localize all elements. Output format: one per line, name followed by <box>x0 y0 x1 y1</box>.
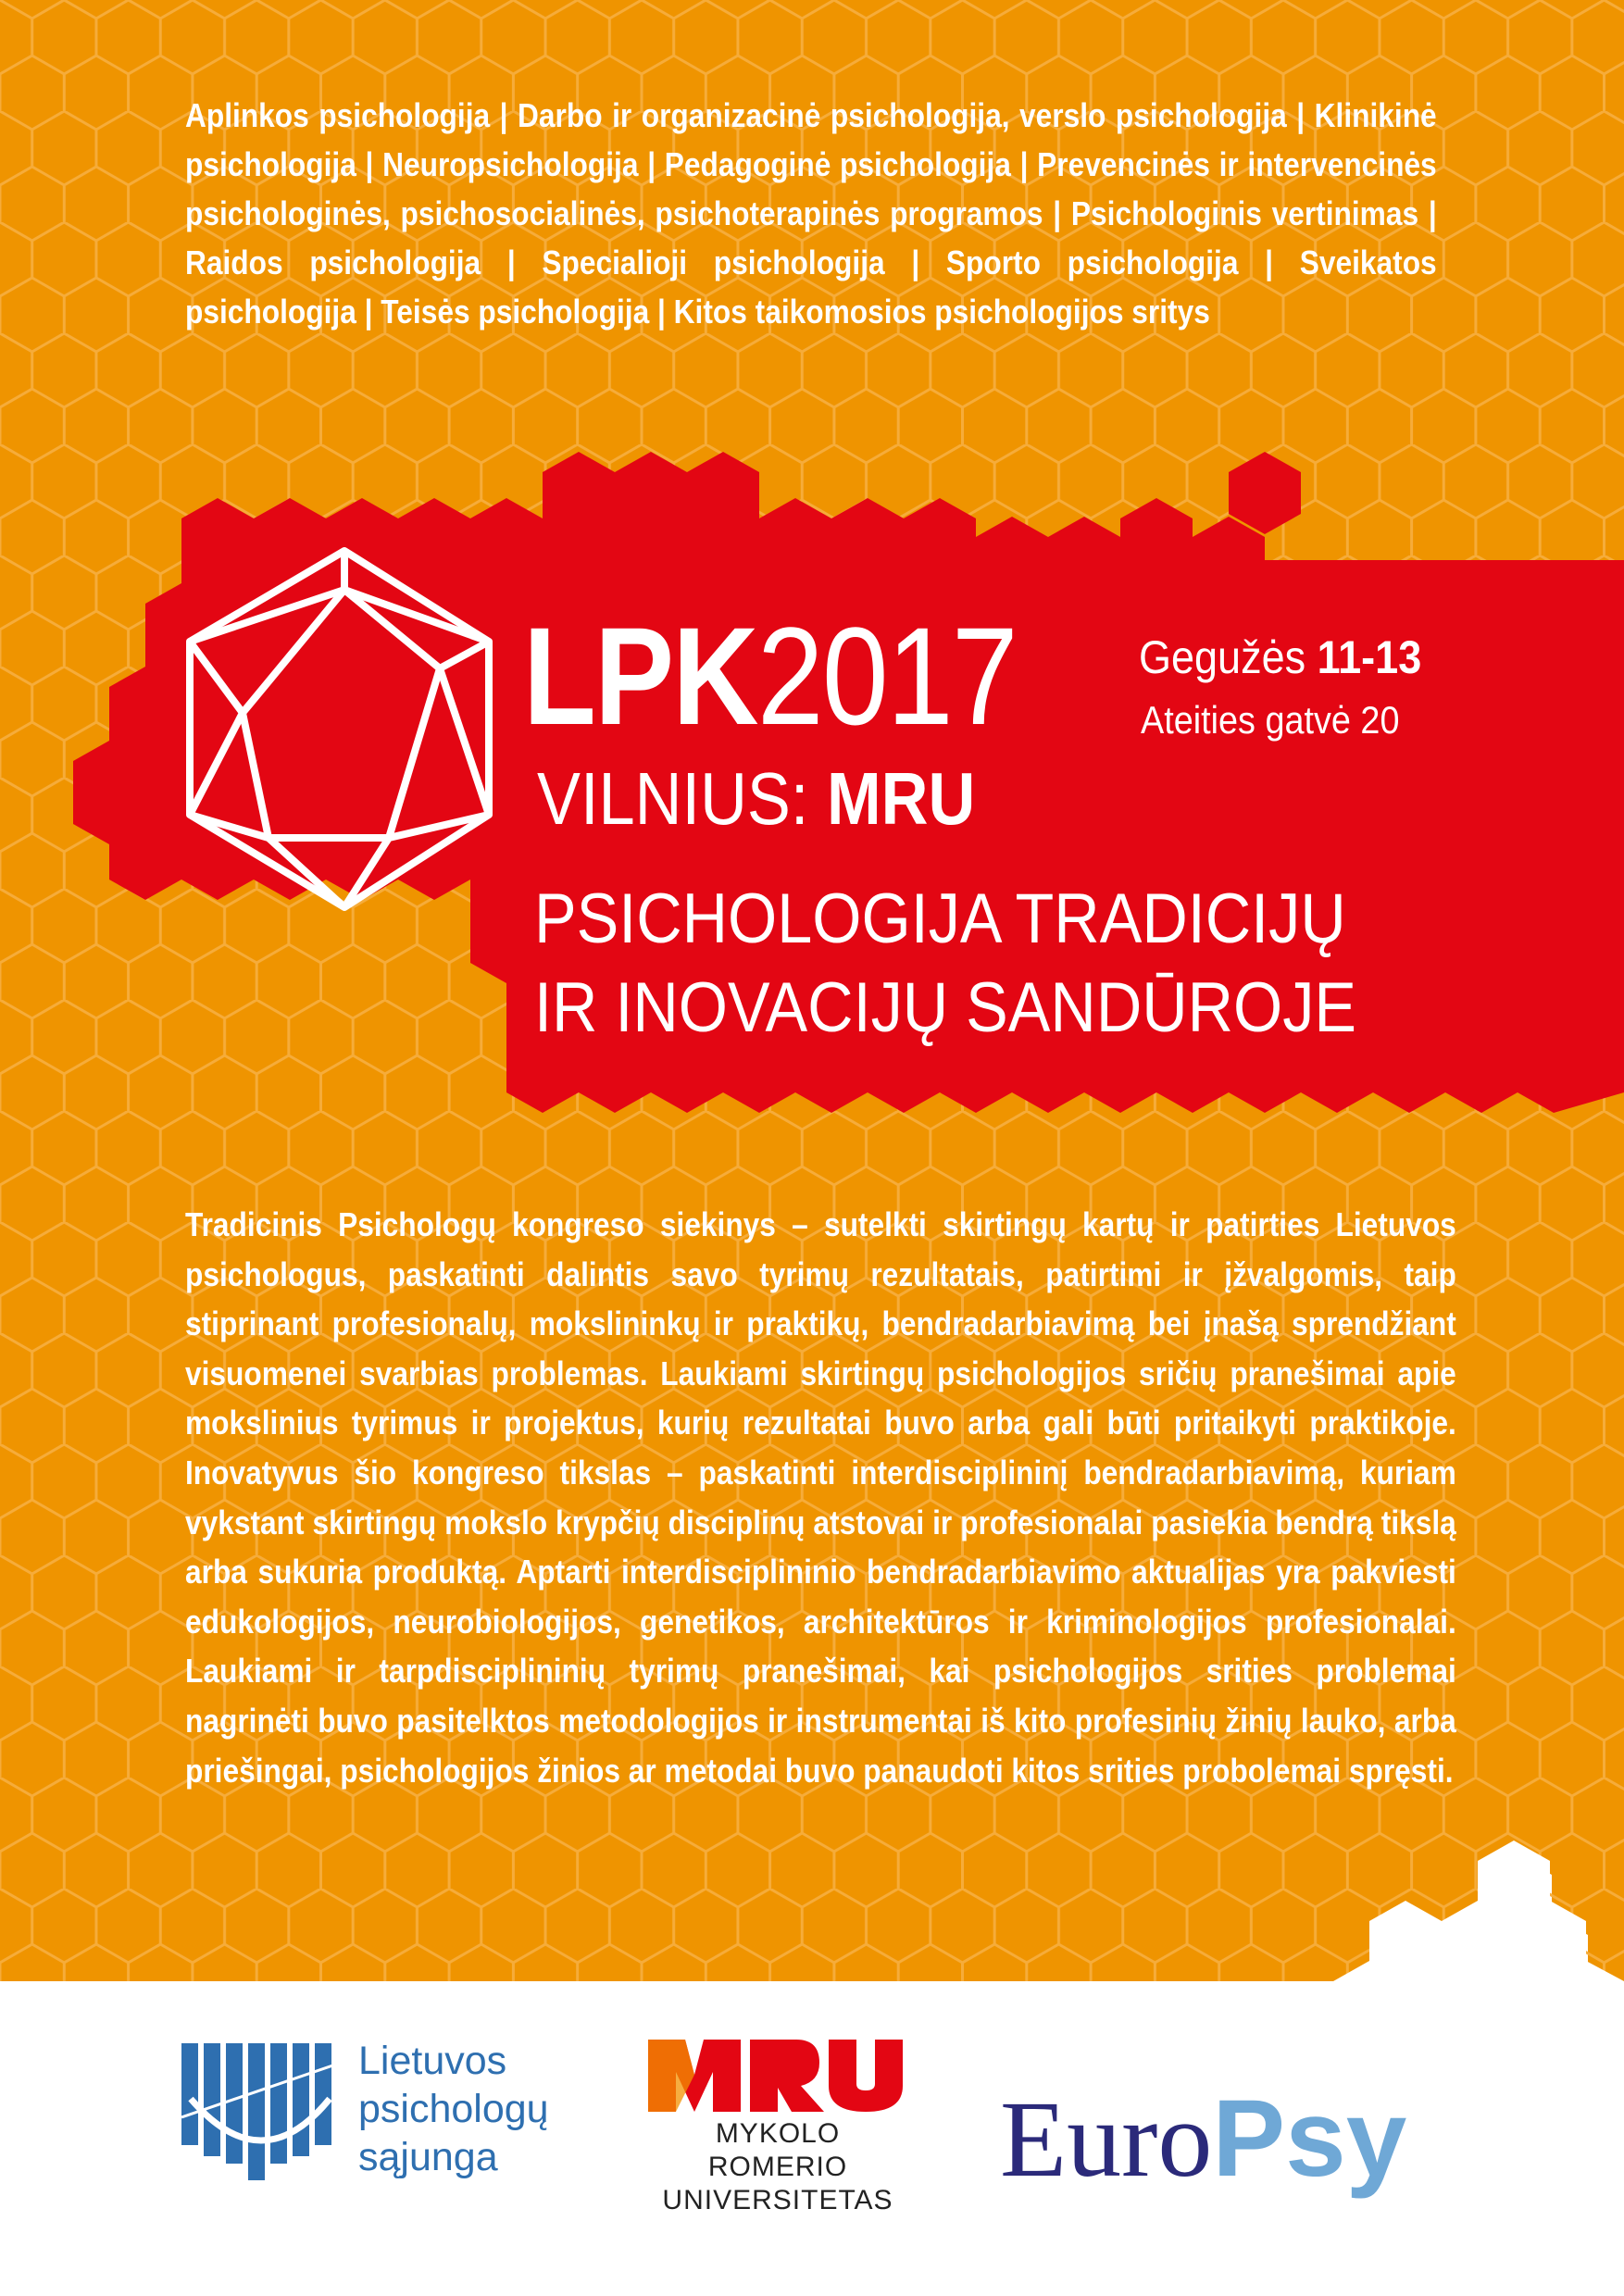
mru-name <box>648 2117 907 2217</box>
europsy-logo <box>1000 2078 1407 2200</box>
mru-letters-icon <box>648 2040 907 2112</box>
congress-title <box>523 598 1017 754</box>
topics-text: Aplinkos psichologija | Darbo ir organizacinė psichologija, verslo psichologija | Klinikinė psichologija | Neuropsichologija | Pedagoginė psichologija | Prevencinės ir intervencinės psichologinės, psichosocialinės, psichoterapinės programos | Psichologinis vertinimas | Raidos psichologija | Specialioji psichologija | Sporto psichologija | Sveikatos psichologija | Teisės psichologija | Kitos taikomosios psichologijos sritys <box>185 96 1437 331</box>
event-month: Gegužės <box>1139 631 1318 683</box>
lps-name: Lietuvos psichologų sąjunga <box>358 2039 549 2179</box>
europsy-part-2: Psy <box>1212 2078 1407 2200</box>
congress-year: 2017 <box>756 598 1017 754</box>
description-text: Tradicinis Psichologų kongreso siekinys – sutelkti skirtingų kartų ir patirties Lietuvos psichologus, paskatinti dalintis savo tyrimų rezultatais, patirtimi ir įžvalgomis, taip stiprinant profesionalų, mokslininkų ir praktikų, bendradarbiavimą bei įnašą sprendžiant visuomenei svarbias problemas. Laukiami skirtingų psichologijos sričių pranešimai apie mokslinius tyrimus ir projektus, kurių rezultatai buvo arba gali būti pritaikyti praktikoje. Inovatyvus šio kongreso tikslas – paskatinti interdisciplininį bendradarbiavimą, kuriam vykstant skirtingų mokslo krypčių disciplinų atstovai ir profesionalai pasiekia bendrą tikslą arba sukuria produktą. Aptarti interdisciplininio bendradarbiavimo aktualijas yra pakviesti edukologijos, neurobiologijos, genetikos, architektūros ir kriminologijos profesionalai. Laukiami ir tarpdisciplininių tyrimų pranešimai, kai psichologijos srities problemai nagrinėti buvo pasitelktos metodologijos ir instrumentai iš kito profesinių žinių lauko, arba priešingai, psichologijos žinios ar metodai buvo panaudoti kitos srities probolemai spręsti. <box>185 1205 1456 1790</box>
psi-lines-icon <box>181 2043 344 2180</box>
event-address: Ateities gatvė 20 <box>1141 698 1400 742</box>
mru-line-2: UNIVERSITETAS <box>662 2185 893 2215</box>
theme-line-2: IR INOVACIJŲ SANDŪROJE <box>534 968 1357 1047</box>
theme-line-1: PSICHOLOGIJA TRADICIJŲ <box>534 880 1346 958</box>
event-date <box>1139 630 1421 685</box>
europsy-part-1: Euro <box>1000 2078 1213 2200</box>
congress-acronym: LPK <box>523 598 757 754</box>
mru-line-1: MYKOLO ROMERIO <box>707 2118 848 2182</box>
congress-theme <box>534 875 1356 1053</box>
city-name: VILNIUS: <box>537 757 827 840</box>
venue-name: MRU <box>826 757 976 840</box>
congress-location <box>537 757 975 841</box>
event-days: 11-13 <box>1317 631 1422 683</box>
